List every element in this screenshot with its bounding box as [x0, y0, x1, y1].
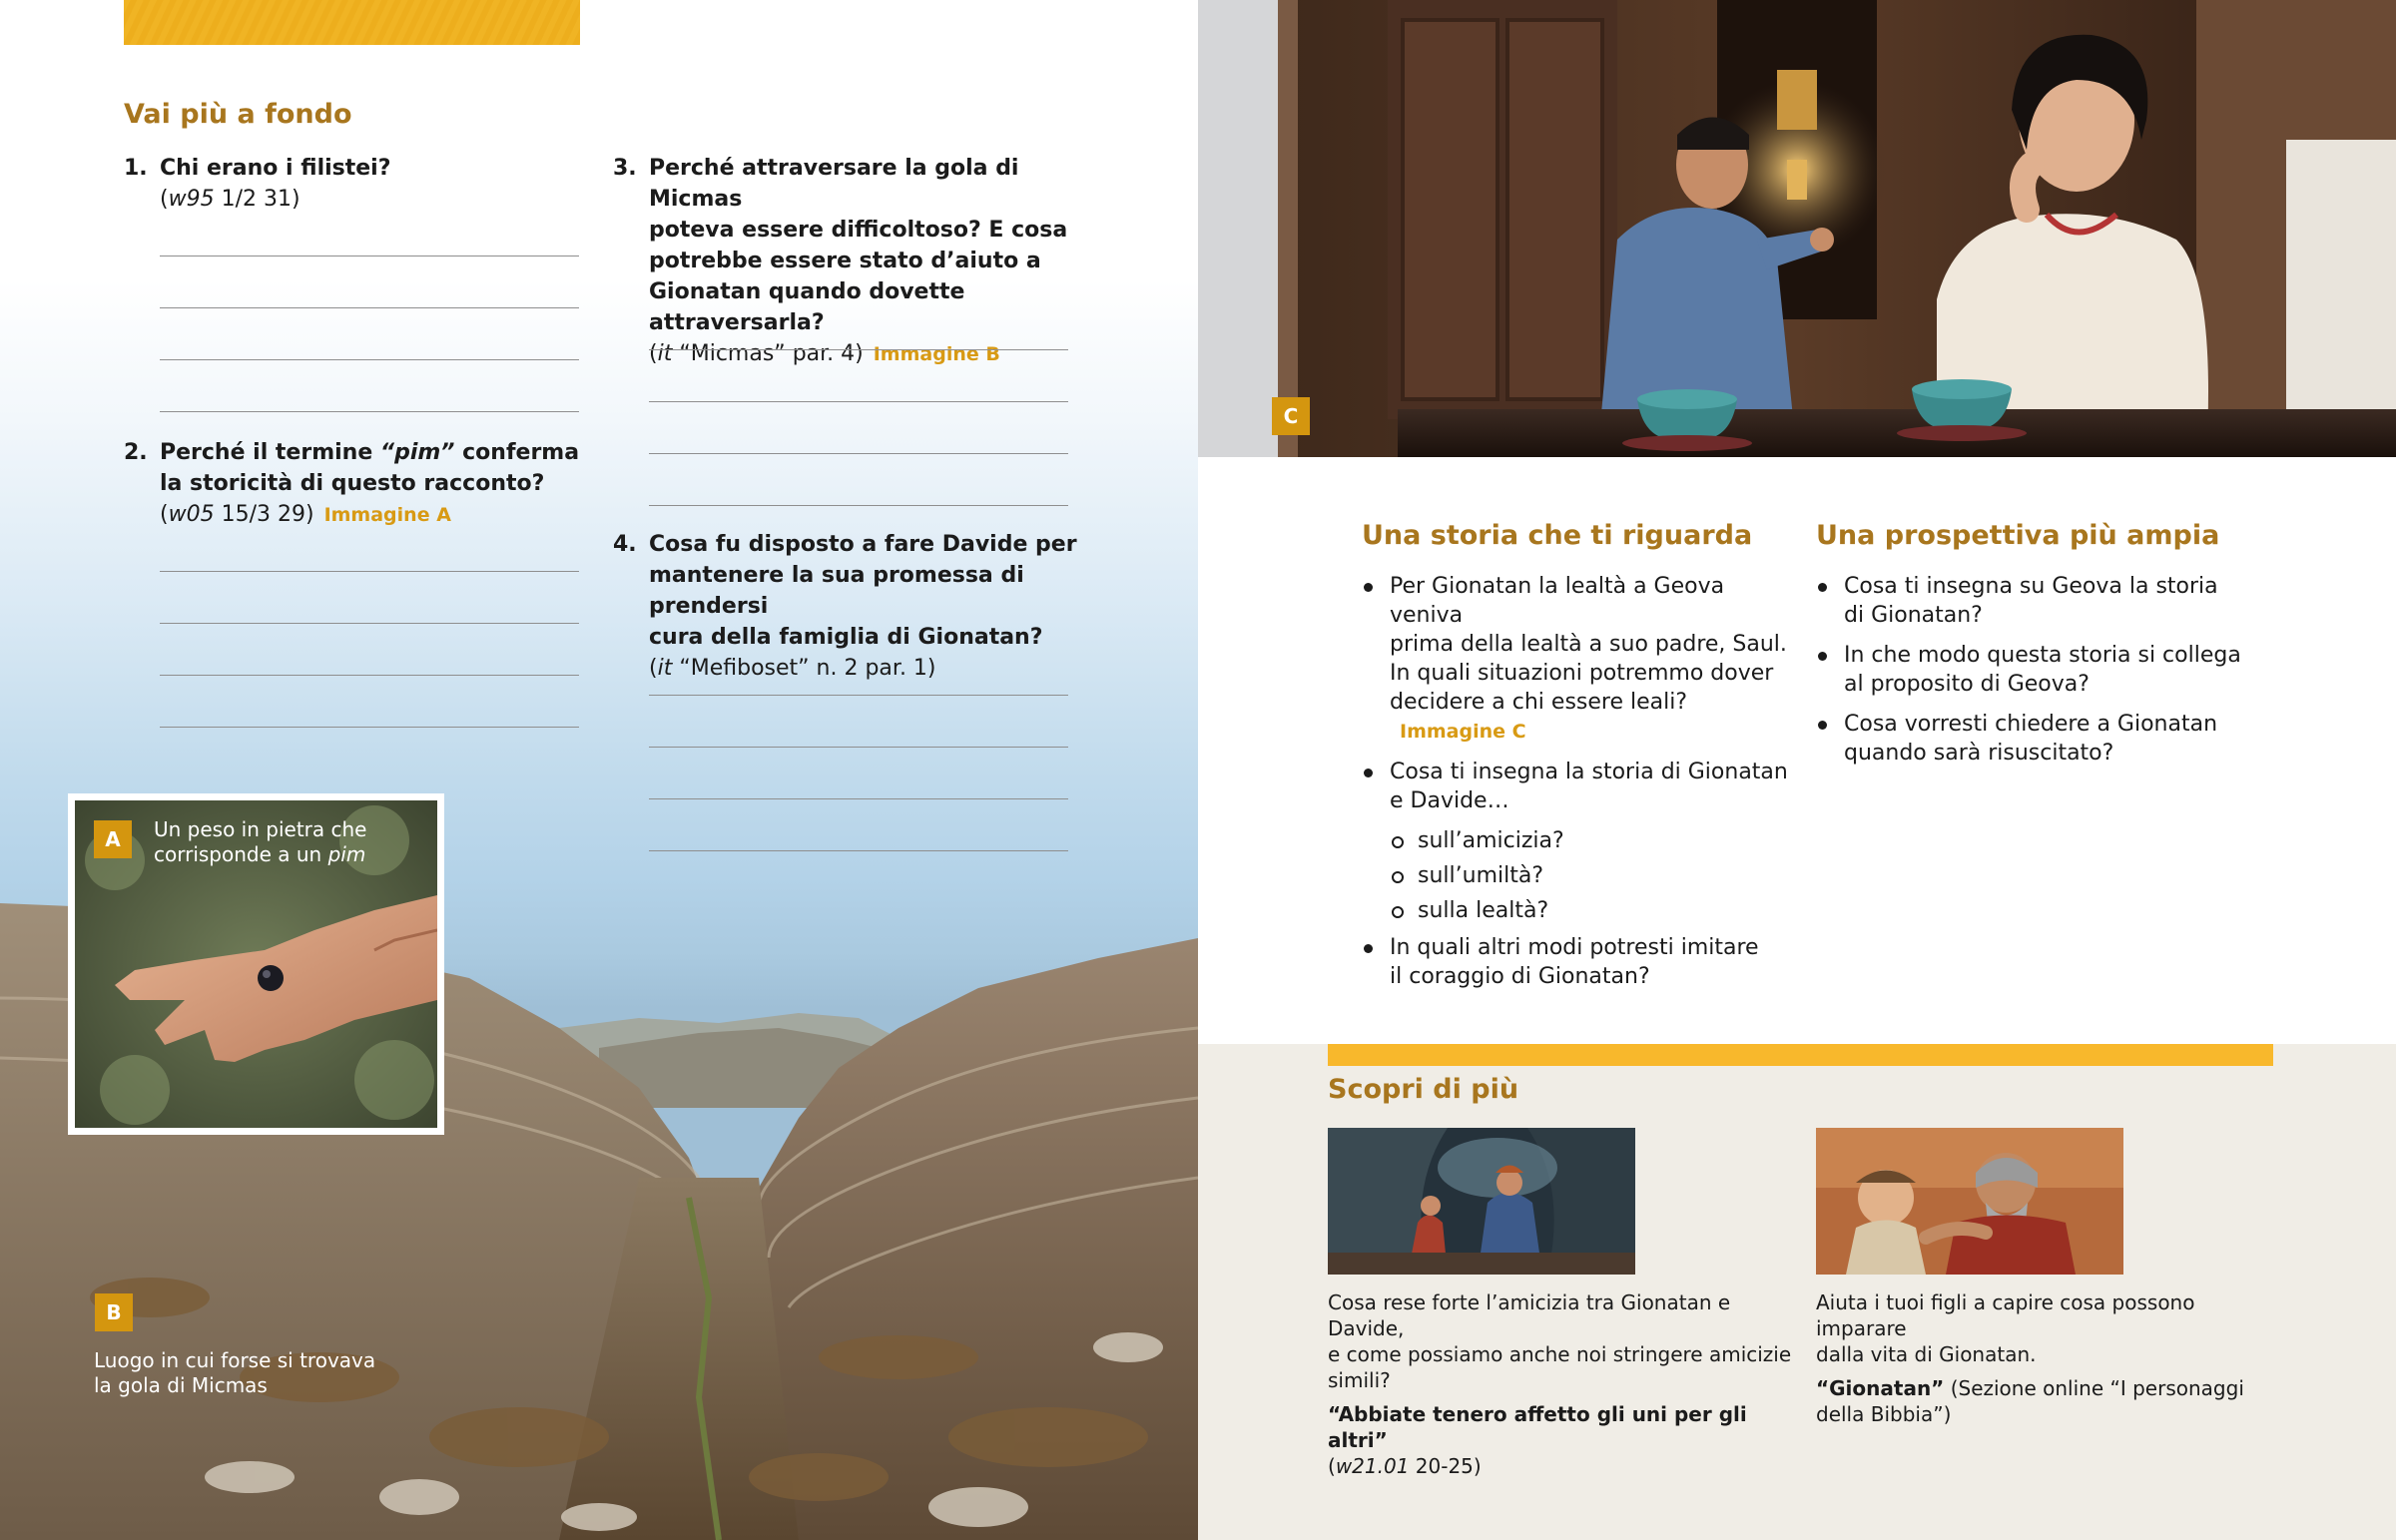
perspective-questions-list [1816, 572, 2255, 778]
couple-at-altar-illustration [1198, 0, 2396, 457]
list-item: In che modo questa storia si collega al proposito di Geova? [1816, 641, 2255, 699]
story-questions-list [1362, 572, 1801, 1002]
father-son-illustration [1816, 1128, 2123, 1275]
image-tag-b: Immagine B [873, 343, 1000, 365]
photo-c-badge: C [1272, 397, 1310, 435]
column-heading-perspective: Una prospettiva più ampia [1816, 520, 2220, 551]
question-reference: (it “Micmas” par. 4) Immagine B [649, 341, 1000, 366]
question-text: poteva essere difficoltoso? E cosa [649, 218, 1068, 243]
right-page [1198, 0, 2396, 1540]
question-text: Perché il termine “pim” conferma [160, 440, 580, 465]
question-text: potrebbe essere stato d’aiuto a [649, 249, 1041, 273]
article-1-link[interactable]: “Abbiate tenero affetto gli uni per gli altri” [1328, 1402, 1747, 1452]
article-2-description: Aiuta i tuoi figli a capire cosa possono imparare dalla vita di Gionatan. “Gionatan” (Sezione online “I personaggi della Bibbia”) [1816, 1290, 2244, 1426]
photo-a-caption: Un peso in pietra che corrisponde a un pim [154, 817, 367, 866]
question-number: 1. [124, 156, 148, 181]
question-text: Gionatan quando dovette attraversarla? [649, 279, 965, 335]
discover-more-accent-bar [1328, 1044, 2273, 1066]
answer-line[interactable] [649, 747, 1068, 748]
article-thumbnail-jonathan[interactable] [1816, 1128, 2123, 1275]
photo-a-badge: A [94, 820, 132, 858]
list-item: Cosa vorresti chiedere a Gionatan quando sarà risuscitato? [1816, 710, 2255, 768]
question-text: la storicità di questo racconto? [160, 471, 545, 496]
question-text: Cosa fu disposto a fare Davide per [649, 532, 1077, 557]
sub-list-item: sull’umiltà? [1362, 861, 1801, 890]
list-item: Per Gionatan la lealtà a Geova veniva prima della lealtà a suo padre, Saul. In quali situazioni potremmo dover decidere a chi essere leali?Immagine C [1362, 572, 1801, 747]
question-text: Perché attraversare la gola di Micmas [649, 156, 1019, 212]
question-reference: (it “Mefiboset” n. 2 par. 1) [649, 656, 936, 681]
answer-line[interactable] [160, 727, 579, 728]
answer-line[interactable] [160, 675, 579, 676]
sub-list-item: sull’amicizia? [1362, 826, 1801, 855]
photo-b-caption: Luogo in cui forse si trovava la gola di Micmas [94, 1348, 376, 1397]
sub-list-item: sulla lealtà? [1362, 896, 1801, 925]
question-text: Chi erano i filistei? [160, 156, 391, 181]
answer-line[interactable] [649, 505, 1068, 506]
question-reference: (w95 1/2 31) [160, 187, 300, 212]
article-thumbnail-friendship[interactable] [1328, 1128, 1635, 1275]
david-jonathan-cave-illustration [1328, 1128, 1635, 1275]
top-accent-bar [124, 0, 580, 45]
article-1-description: Cosa rese forte l’amicizia tra Gionatan e Davide, e come possiamo anche noi stringere amicizie simili? “Abbiate tenero affetto gli uni per gli altri” (w21.01 20-25) [1328, 1290, 1792, 1478]
section-heading: Vai più a fondo [124, 99, 352, 130]
answer-line[interactable] [160, 623, 579, 624]
answer-line[interactable] [160, 359, 579, 360]
question-text: mantenere la sua promessa di prendersi [649, 563, 1024, 619]
answer-line[interactable] [649, 695, 1068, 696]
question-1 [124, 153, 583, 215]
answer-line[interactable] [160, 571, 579, 572]
photo-b-badge: B [95, 1293, 133, 1331]
question-reference: (w05 15/3 29) Immagine A [160, 502, 451, 527]
answer-line[interactable] [649, 850, 1068, 851]
answer-line[interactable] [160, 307, 579, 308]
answer-line[interactable] [649, 798, 1068, 799]
question-number: 4. [613, 532, 637, 557]
answer-line[interactable] [649, 349, 1068, 350]
question-number: 3. [613, 156, 637, 181]
answer-line[interactable] [649, 453, 1068, 454]
question-number: 2. [124, 440, 148, 465]
question-text: cura della famiglia di Gionatan? [649, 625, 1043, 650]
article-2-link[interactable]: “Gionatan” [1816, 1376, 1945, 1400]
photo-c-family-scene [1198, 0, 2396, 457]
image-tag-a: Immagine A [323, 504, 451, 526]
image-tag-c: Immagine C [1400, 721, 1526, 743]
photo-a-frame [68, 793, 444, 1135]
list-item: Cosa ti insegna la storia di Gionatan e Davide… [1362, 758, 1801, 815]
list-item: Cosa ti insegna su Geova la storia di Gionatan? [1816, 572, 2255, 630]
question-2 [124, 437, 583, 531]
list-item: In quali altri modi potresti imitare il coraggio di Gionatan? [1362, 933, 1801, 991]
discover-more-heading: Scopri di più [1328, 1074, 1519, 1105]
question-3 [613, 153, 1082, 370]
column-heading-story: Una storia che ti riguarda [1362, 520, 1753, 551]
answer-line[interactable] [649, 401, 1068, 402]
answer-line[interactable] [160, 256, 579, 257]
question-4 [613, 529, 1082, 684]
answer-line[interactable] [160, 411, 579, 412]
